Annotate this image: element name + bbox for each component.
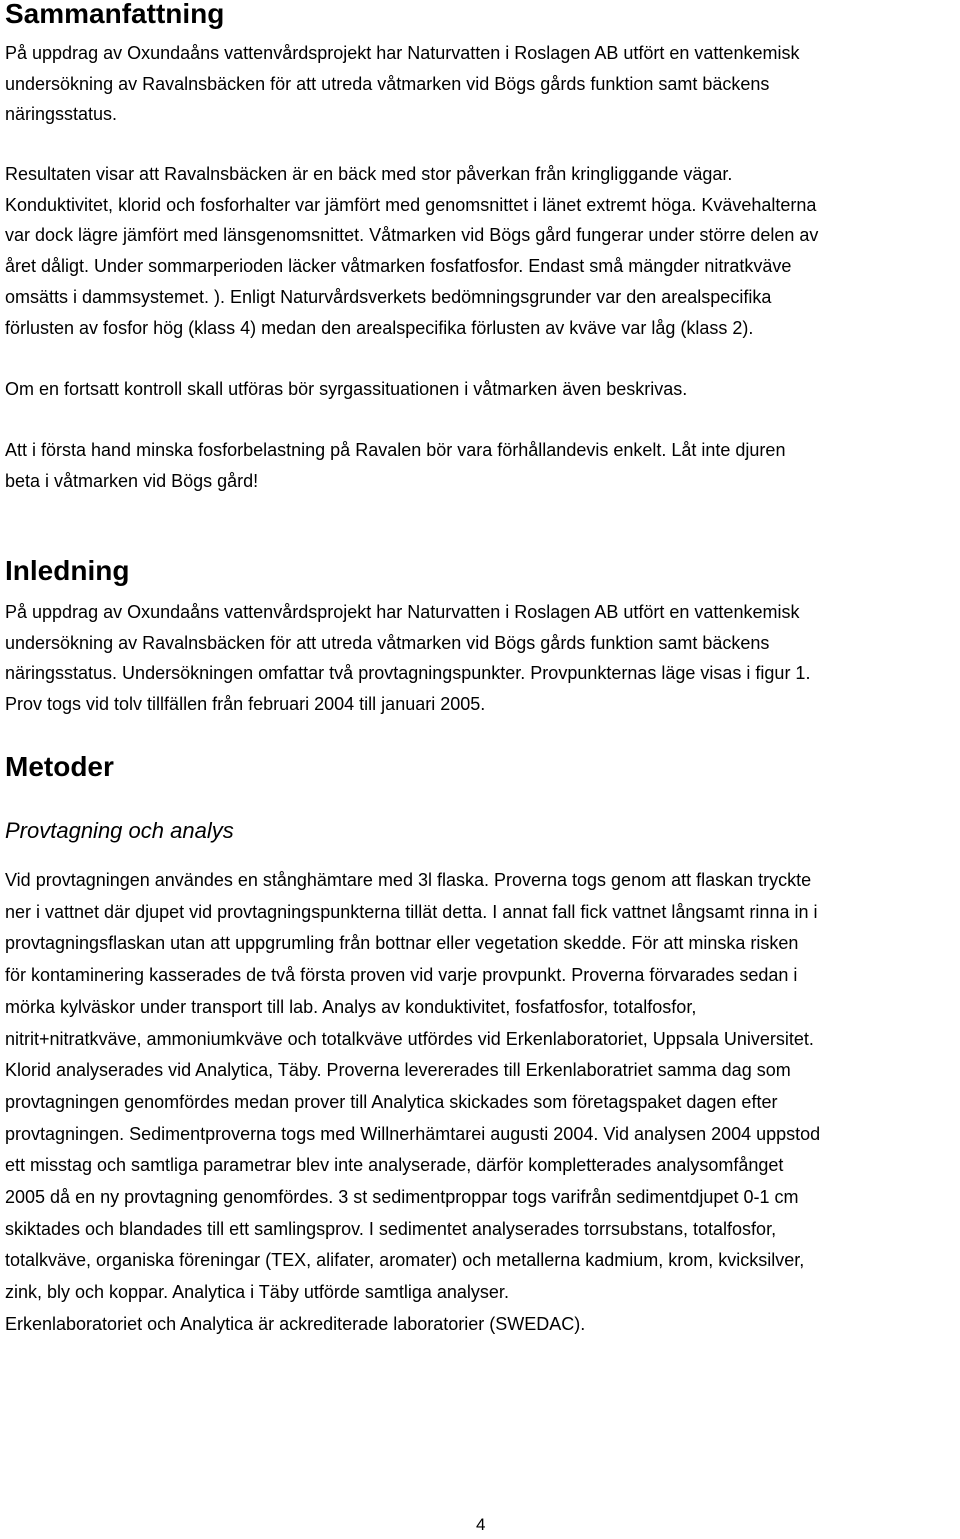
text-line: Prov togs vid tolv tillfällen från februari 2004 till januari 2005. bbox=[5, 694, 486, 715]
summary-paragraph-3 bbox=[5, 374, 957, 405]
text-line: undersökning av Ravalnsbäcken för att utreda våtmarken vid Bögs gårds funktion samt bäckens bbox=[5, 632, 770, 653]
text-line: näringsstatus. bbox=[5, 104, 118, 125]
text-line: var dock lägre jämfört med länsgenomsnittet. Våtmarken vid Bögs gård fungerar under större delen av bbox=[5, 225, 819, 246]
text-line: provtagningsflaskan utan att uppgrumling från bottnar eller vegetation skedde. För att minska risken bbox=[5, 933, 799, 954]
text-line: för kontaminering kasserades de två första proven vid varje provpunkt. Proverna förvarades sedan i bbox=[5, 965, 798, 986]
introduction-paragraph bbox=[5, 597, 957, 720]
text-line: beta i våtmarken vid Bögs gård! bbox=[5, 470, 259, 491]
text-line: På uppdrag av Oxundaåns vattenvårdsprojekt har Naturvatten i Roslagen AB utfört en vattenkemisk bbox=[5, 43, 800, 63]
text-line: nitrit+nitratkväve, ammoniumkväve och totalkväve utfördes vid Erkenlaboratoriet, Uppsala Universitet. bbox=[5, 1028, 814, 1049]
summary-paragraph-1 bbox=[5, 38, 957, 130]
text-line: ett misstag och samtliga parametrar blev inte analyserade, därför kompletterades analysomfånget bbox=[5, 1155, 784, 1176]
summary-paragraph-2 bbox=[5, 159, 957, 343]
text-line: förlusten av fosfor hög (klass 4) medan den arealspecifika förlusten av kväve var låg (klass 2). bbox=[5, 317, 754, 338]
text-line: ner i vattnet där djupet vid provtagningspunkterna tillät detta. I annat fall fick vattnet långsamt rinna in i bbox=[5, 901, 818, 922]
text-line: totalkväve, organiska föreningar (TEX, alifater, aromater) och metallerna kadmium, krom, kvicksilver, bbox=[5, 1250, 805, 1271]
page-number: 4 bbox=[476, 1515, 486, 1534]
text-line: Konduktivitet, klorid och fosforhalter var jämfört med genomsnittet i länet extremt höga. Kvävehalterna bbox=[5, 194, 817, 215]
subheading-sampling-analysis: Provtagning och analys bbox=[5, 818, 234, 843]
text-line: Om en fortsatt kontroll skall utföras bör syrgassituationen i våtmarken även beskrivas. bbox=[5, 379, 688, 399]
heading-methods: Metoder bbox=[5, 751, 114, 782]
text-line: näringsstatus. Undersökningen omfattar två provtagningspunkter. Provpunkternas läge visas i figur 1. bbox=[5, 663, 811, 684]
text-line: provtagningen. Sedimentproverna togs med Willnerhämtarei augusti 2004. Vid analysen 2004 uppstod bbox=[5, 1123, 821, 1144]
text-line: 2005 då en ny provtagning genomfördes. 3 st sedimentproppar togs varifrån sedimentdjupet 0-1 cm bbox=[5, 1187, 799, 1208]
text-line: Resultaten visar att Ravalnsbäcken är en bäck med stor påverkan från kringliggande vägar. bbox=[5, 164, 733, 184]
text-line: året dåligt. Under sommarperioden läcker våtmarken fosfatfosfor. Endast små mängder nitratkväve bbox=[5, 256, 792, 277]
text-line: provtagningen genomfördes medan prover till Analytica skickades som företagspaket dagen efter bbox=[5, 1091, 778, 1112]
methods-paragraph bbox=[5, 865, 957, 1341]
text-line: zink, bly och koppar. Analytica i Täby utförde samtliga analyser. bbox=[5, 1282, 509, 1303]
summary-paragraph-4 bbox=[5, 435, 957, 496]
heading-summary: Sammanfattning bbox=[5, 0, 225, 29]
text-line: Vid provtagningen användes en stånghämtare med 3l flaska. Proverna togs genom att flaskan tryckte bbox=[5, 870, 812, 890]
text-line: Klorid analyserades vid Analytica, Täby. Proverna levererades till Erkenlaboratriet samma dag som bbox=[5, 1060, 791, 1081]
text-line: skiktades och blandades till ett samlingsprov. I sedimentet analyserades torrsubstans, totalfosfor, bbox=[5, 1218, 777, 1239]
text-line: På uppdrag av Oxundaåns vattenvårdsprojekt har Naturvatten i Roslagen AB utfört en vattenkemisk bbox=[5, 602, 800, 622]
text-line: Att i första hand minska fosforbelastning på Ravalen bör vara förhållandevis enkelt. Låt inte djuren bbox=[5, 440, 786, 460]
text-line: mörka kylväskor under transport till lab. Analys av konduktivitet, fosfatfosfor, totalfosfor, bbox=[5, 996, 697, 1017]
text-line: omsätts i dammsystemet. ). Enligt Naturvårdsverkets bedömningsgrunder var den arealspecifika bbox=[5, 286, 772, 307]
text-line: Erkenlaboratoriet och Analytica är ackrediterade laboratorier (SWEDAC). bbox=[5, 1313, 586, 1334]
heading-introduction: Inledning bbox=[5, 555, 130, 586]
text-line: undersökning av Ravalnsbäcken för att utreda våtmarken vid Bögs gårds funktion samt bäckens bbox=[5, 73, 770, 94]
